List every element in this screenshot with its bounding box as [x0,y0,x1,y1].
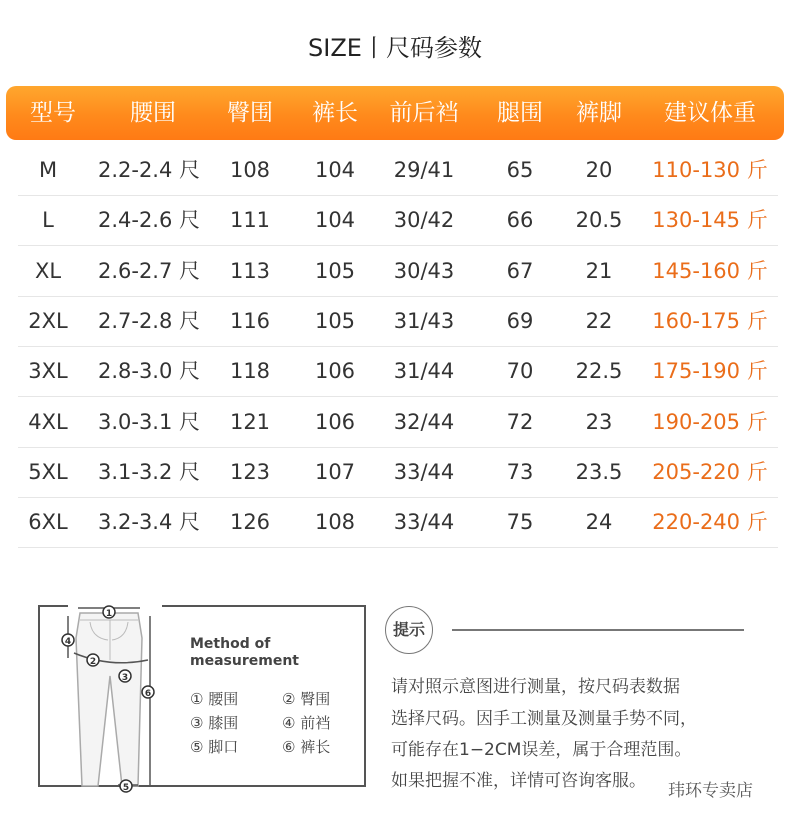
header-length: 裤长 [312,100,358,126]
cell-rise: 33/44 [393,459,455,484]
svg-text:2: 2 [89,657,97,667]
header-weight: 建议体重 [664,100,756,126]
table-row [18,497,778,548]
cell-thigh: 69 [506,308,534,333]
cell-hem: 22.5 [575,359,623,384]
tip-line-2: 选择尺码。因手工测量及测量手势不同， [391,709,697,729]
table-row [18,447,778,498]
cell-hip: 118 [229,359,271,384]
cell-thigh: 65 [506,158,534,182]
marker-6 [142,686,154,699]
tip-line-4: 如果把握不准，详情可咨询客服。 [391,771,646,791]
cell-weight: 130-145 斤 [652,208,768,233]
cell-thigh: 67 [506,258,534,283]
cell-hip: 108 [229,158,271,182]
table-row [18,346,778,397]
cell-length: 108 [314,510,356,535]
marker-5 [120,780,132,793]
svg-text:6: 6 [144,689,152,699]
header-hem: 裤脚 [576,100,622,126]
legend-hem: ⑤ 脚口 [190,738,239,756]
cell-rise: 30/42 [393,208,455,233]
cell-hip: 111 [229,208,271,233]
cell-waist: 2.2-2.4 尺 [97,158,201,182]
svg-text:1: 1 [105,609,113,619]
cell-waist: 3.2-3.4 尺 [97,510,201,535]
table-row [18,296,778,347]
legend-knee: ③ 膝围 [190,714,239,732]
cell-rise: 31/43 [393,308,455,333]
header-size: 型号 [30,100,76,126]
table-header [6,86,784,140]
cell-hem: 23.5 [575,459,623,484]
cell-weight: 205-220 斤 [652,459,768,484]
legend-rise: ④ 前裆 [282,714,331,732]
svg-text:4: 4 [64,637,72,647]
table-row [18,246,778,297]
cell-hip: 126 [229,510,271,535]
cell-thigh: 75 [506,510,534,535]
cell-length: 106 [314,409,356,434]
cell-size: 2XL [28,308,68,333]
legend-hip: ② 臀围 [282,690,331,708]
cell-hem: 21 [585,258,613,283]
cell-waist: 2.6-2.7 尺 [97,258,201,283]
cell-rise: 32/44 [393,409,455,434]
cell-hip: 113 [229,258,271,283]
cell-waist: 3.1-3.2 尺 [97,459,201,484]
cell-size: XL [34,258,62,283]
cell-size: L [42,208,54,233]
cell-rise: 31/44 [393,359,455,384]
legend-waist: ① 腰围 [190,690,239,708]
header-hip: 臀围 [227,100,273,126]
header-waist: 腰围 [130,100,176,126]
store-watermark: 玮环专卖店 [668,781,753,801]
cell-weight: 220-240 斤 [652,510,768,535]
legend-length: ⑥ 裤长 [282,738,331,756]
tip-badge: 提示 [385,606,433,654]
svg-text:5: 5 [122,783,130,793]
cell-weight: 145-160 斤 [652,258,768,283]
cell-weight: 175-190 斤 [652,359,768,384]
cell-length: 105 [314,258,356,283]
cell-length: 104 [314,158,356,182]
table-row [18,145,778,196]
trousers-diagram [50,598,170,798]
marker-1 [103,606,115,619]
tip-line-1: 请对照示意图进行测量，按尺码表数据 [391,677,680,697]
cell-thigh: 66 [506,208,534,233]
cell-size: 6XL [28,510,68,535]
cell-weight: 160-175 斤 [652,308,768,333]
marker-3 [119,670,131,683]
cell-hem: 23 [585,409,613,434]
marker-4 [62,634,74,647]
cell-rise: 29/41 [393,158,455,182]
cell-hip: 116 [229,308,271,333]
cell-hip: 123 [229,459,271,484]
cell-thigh: 70 [506,359,534,384]
cell-waist: 2.4-2.6 尺 [97,208,201,233]
cell-thigh: 73 [506,459,534,484]
cell-rise: 33/44 [393,510,455,535]
svg-text:3: 3 [121,673,129,683]
cell-size: M [38,158,58,182]
cell-hem: 20.5 [575,208,623,233]
cell-thigh: 72 [506,409,534,434]
cell-length: 107 [314,459,356,484]
cell-waist: 2.7-2.8 尺 [97,308,201,333]
tip-line-3: 可能存在1−2CM误差，属于合理范围。 [391,740,692,760]
cell-weight: 110-130 斤 [652,158,768,182]
cell-hem: 22 [585,308,613,333]
cell-hip: 121 [229,409,271,434]
cell-size: 4XL [28,409,68,434]
method-title: Method of measurement [190,636,299,669]
tip-divider [452,629,744,631]
cell-rise: 30/43 [393,258,455,283]
cell-waist: 2.8-3.0 尺 [97,359,201,384]
cell-size: 5XL [28,459,68,484]
marker-2 [87,654,99,667]
cell-size: 3XL [28,359,68,384]
table-row [18,397,778,448]
cell-weight: 190-205 斤 [652,409,768,434]
cell-length: 106 [314,359,356,384]
page-title: SIZE丨尺码参数 [308,34,482,62]
cell-waist: 3.0-3.1 尺 [97,409,201,434]
table-row [18,195,778,246]
cell-length: 105 [314,308,356,333]
cell-hem: 24 [585,510,613,535]
header-rise: 前后裆 [389,100,459,126]
cell-hem: 20 [585,158,613,182]
header-thigh: 腿围 [497,100,543,126]
cell-length: 104 [314,208,356,233]
